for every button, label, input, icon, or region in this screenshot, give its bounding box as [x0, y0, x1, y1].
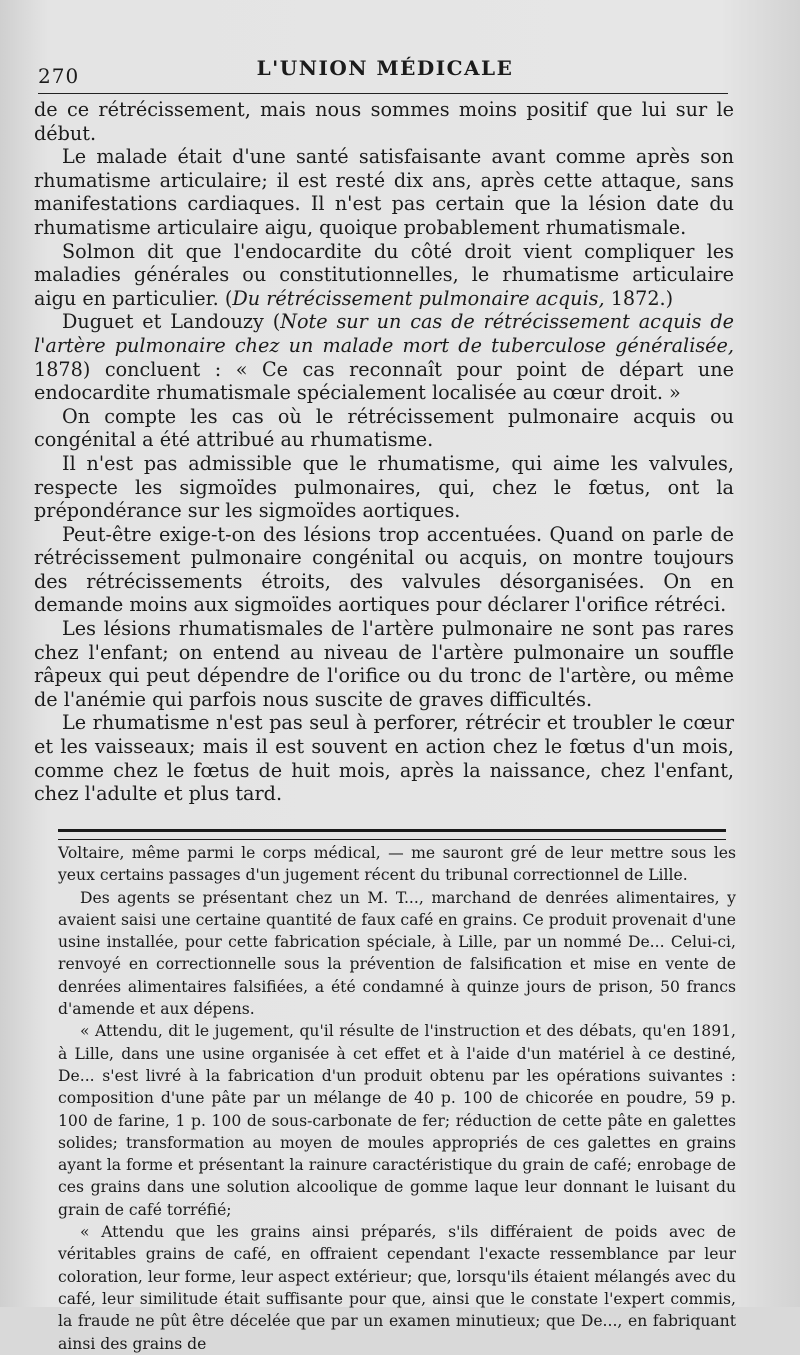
feuilleton-paragraph: « Attendu, dit le jugement, qu'il résulte de l'instruction et des débats, qu'en 1891, à Lille, dans une usine organisée à cet effet et à l'aide d'un matériel à ce destiné, De... s'est livré à la fabrication d'un produit obtenu par les opérations suivantes : composition d'une pâte par un mélange de 40 p. 100 de chicorée en poudre, 59 p. 100 de farine, 1 p. 100 de sous-carbonate de fer; réduction de cette pâte en galettes solides; transformation au moyen de moules appropriés de ces galettes en grains ayant la forme et présentant la rainure caractéristique du grain de café; enrobage de ces grains dans une solution alcoolique de gomme laque leur donnant le luisant du grain de café torréfié;	[58, 1022, 736, 1219]
citation-title: Du rétrécissement pulmonaire acquis,	[232, 286, 605, 310]
header-rule	[38, 93, 728, 94]
article-body	[34, 98, 734, 806]
article-paragraph: Il n'est pas admissible que le rhumatisme, qui aime les valvules, respecte les sigmoïdes pulmonaires, qui, chez le fœtus, ont la prépondérance sur les sigmoïdes aortiques.	[34, 451, 734, 523]
article-paragraph: Les lésions rhumatismales de l'artère pulmonaire ne sont pas rares chez l'enfant; on entend au niveau de l'artère pulmonaire un souffle râpeux qui peut dépendre de l'orifice ou du tronc de l'artère, ou même de l'anémie qui parfois nous suscite de graves difficultés.	[34, 617, 734, 711]
paragraph-text: 1878) concluent : « Ce cas reconnaît pour point de départ une endocardite rhumatismale spécialement localisée au cœur droit. »	[34, 357, 734, 405]
paragraph-text: Solmon dit que l'endocardite du côté droit vient compliquer les maladies générales ou constitutionnelles, le rhumatisme articulaire aigu en particulier. (	[34, 239, 734, 310]
article-paragraph: Le malade était d'une santé satisfaisante avant comme après son rhumatisme articulaire; il est resté dix ans, après cette attaque, sans manifestations cardiaques. Il n'est pas certain que la lésion date du rhumatisme articulaire aigu, quoique probablement rhumatismale.	[34, 145, 734, 239]
feuilleton-paragraph: Voltaire, même parmi le corps médical, — me sauront gré de leur mettre sous les yeux certains passages d'un jugement récent du tribunal correctionnel de Lille.	[58, 844, 736, 885]
article-paragraph: On compte les cas où le rétrécissement pulmonaire acquis ou congénital a été attribué au rhumatisme.	[34, 404, 734, 452]
article-paragraph: de ce rétrécissement, mais nous sommes moins positif que lui sur le début.	[34, 98, 734, 145]
article-paragraph: Peut-être exige-t-on des lésions trop accentuées. Quand on parle de rétrécissement pulmonaire congénital ou acquis, on montre toujours des rétrécissements étroits, des valvules désorganisées. On en demande moins aux sigmoïdes aortiques pour déclarer l'orifice rétréci.	[34, 522, 734, 617]
citation-date: 1872.)	[604, 286, 674, 310]
page-number: 270	[38, 64, 80, 88]
feuilleton-separator	[58, 829, 726, 840]
article-paragraph	[34, 310, 734, 404]
feuilleton-body	[58, 842, 736, 1355]
article-paragraph: Le rhumatisme n'est pas seul à perforer, rétrécir et troubler le cœur et les vaisseaux; mais il est souvent en action chez le fœtus d'un mois, comme chez le fœtus de huit mois, après la naissance, chez l'enfant, chez l'adulte et plus tard.	[34, 711, 734, 806]
page-header	[38, 56, 732, 86]
citation-title: Note sur un cas de rétrécissement acquis de l'artère pulmonaire chez un malade mort de tuberculose généralisée,	[34, 310, 734, 357]
paragraph-text: Duguet et Landouzy (	[62, 310, 281, 334]
article-paragraph	[34, 240, 734, 311]
running-head: L'UNION MÉDICALE	[256, 56, 514, 80]
feuilleton-paragraph: Des agents se présentant chez un M. T..., marchand de denrées alimentaires, y avaient saisi une certaine quantité de faux café en grains. Ce produit provenait d'une usine installée, pour cette fabrication spéciale, à Lille, par un nommé De... Celui-ci, renvoyé en correctionnelle sous la prévention de falsification et mise en vente de denrées alimentaires falsifiées, a été condamné à quinze jours de prison, 50 francs d'amende et aux dépens.	[58, 888, 736, 1019]
feuilleton-paragraph: « Attendu que les grains ainsi préparés, s'ils différaient de poids avec de véritables grains de café, en offraient cependant l'exacte ressemblance par leur coloration, leur forme, leur aspect extérieur; que, lorsqu'ils étaient mélangés avec du café, leur similitude était suffisante pour que, ainsi que le constate l'expert commis, la fraude ne pût être décelée que par un examen minutieux; que De..., en fabriquant ainsi des grains de	[58, 1223, 736, 1353]
